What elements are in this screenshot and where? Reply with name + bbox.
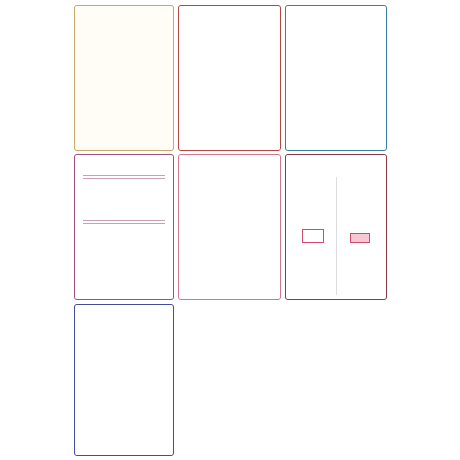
poster-types-of-triangles[interactable] (74, 154, 174, 300)
perimeter-column (289, 177, 337, 295)
poster-symmetry[interactable] (178, 154, 281, 300)
perimeter-rectangle (302, 229, 324, 243)
poster-measurement-units[interactable] (74, 304, 174, 456)
area-rectangle (350, 233, 370, 243)
section-band-angles (83, 220, 165, 224)
poster-3d-shapes[interactable] (178, 5, 281, 151)
poster-types-of-angles[interactable] (285, 5, 387, 151)
poster-area-perimeter[interactable] (285, 154, 387, 300)
section-band-sides (83, 175, 165, 179)
area-column (337, 177, 385, 295)
triangle-rules (80, 265, 168, 297)
poster-2d-shapes[interactable] (74, 5, 174, 151)
